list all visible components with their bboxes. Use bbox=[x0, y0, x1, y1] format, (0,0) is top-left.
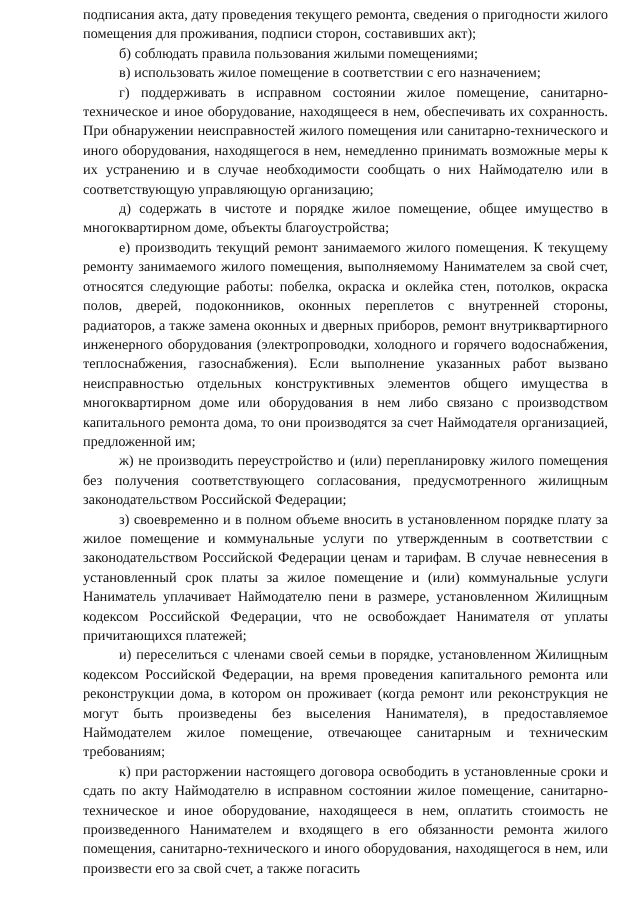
paragraph-item-b: б) соблюдать правила пользования жилыми помещениями; bbox=[119, 45, 479, 62]
paragraph-item-e: е) производить текущий ремонт занимаемого жилого помещения. К текущему ремонту занимаемого жилого помещения, выполняемому Нанимателем за свой счет, относятся следующие работы: побелка, окраска и оклейка стен, потолков, окраска полов, дверей, подоконников, оконных переплетов с внутренней стороны, радиаторов, а также замена оконных и дверных приборов, ремонт внутриквартирного инженерного оборудования (электропроводки, холодного и горячего водоснабжения, теплоснабжения, газоснабжения). Если выполнение указанных работ вызвано неисправностью отдельных конструктивных элементов общего имущества в многоквартирном доме или оборудования в нем либо связано с производством капитального ремонта дома, то они производятся за счет Наймодателя организацией, предложенной им; bbox=[83, 239, 608, 450]
paragraph-item-i: и) переселиться с членами своей семьи в порядке, установленном Жилищным кодексом Российской Федерации, на время проведения капитального ремонта или реконструкции дома, в котором он проживает (когда ремонт или реконструкция не могут быть произведены без выселения Нанимателя), в предоставляемое Наймодателем жилое помещение, отвечающее санитарным и техническим требованиям; bbox=[83, 647, 608, 761]
paragraph-item-g: г) поддерживать в исправном состоянии жилое помещение, санитарно-техническое и иное оборудование, находящееся в нем, обеспечивать их сохранность. При обнаружении неисправностей жилого помещения или санитарно-технического и иного оборудования, находящегося в нем, немедленно принимать возможные меры к их устранению и в случае необходимости сообщать о них Наймодателю или в соответствующую управляющую организацию; bbox=[83, 84, 608, 198]
paragraph-item-zh: ж) не производить переустройство и (или) перепланировку жилого помещения без получения соответствующего согласования, предусмотренного жилищным законодательством Российской Федерации; bbox=[83, 453, 608, 509]
paragraph-continuation: подписания акта, дату проведения текущего ремонта, сведения о пригодности жилого помещения для проживания, подписи сторон, составивших акт); bbox=[83, 7, 608, 43]
paragraph-item-z: з) своевременно и в полном объеме вносить в установленном порядке плату за жилое помещение и коммунальные услуги по утвержденным в соответствии с законодательством Российской Федерации ценам и тарифам. В случае невнесения в установленный срок платы за жилое помещение и (или) коммунальные услуги Наниматель уплачивает Наймодателю пени в размере, установленном Жилищным кодексом Российской Федерации, что не освобождает Нанимателя от уплаты причитающихся платежей; bbox=[83, 511, 608, 644]
document-page bbox=[83, 6, 608, 879]
paragraph-item-k: к) при расторжении настоящего договора освободить в установленные сроки и сдать по акту Наймодателю в исправном состоянии жилое помещение, санитарно-техническое и иное оборудование, находящееся в нем, оплатить стоимость не произведенного Нанимателем и входящего в его обязанности ремонта жилого помещения, санитарно-технического и иного оборудования, находящегося в нем, или произвести его за свой счет, а также погасить bbox=[83, 763, 608, 877]
paragraph-item-v: в) использовать жилое помещение в соответствии с его назначением; bbox=[119, 65, 541, 82]
paragraph-item-d: д) содержать в чистоте и порядке жилое помещение, общее имущество в многоквартирном доме, объекты благоустройства; bbox=[83, 201, 608, 237]
